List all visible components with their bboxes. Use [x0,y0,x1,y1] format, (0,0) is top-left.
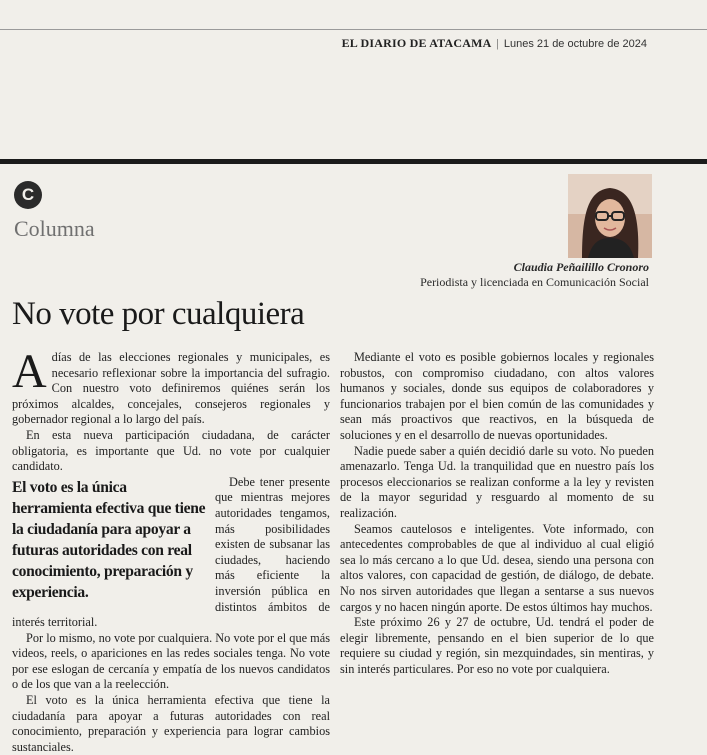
newspaper-name: EL DIARIO DE ATACAMA [341,36,492,50]
drop-cap: A [12,345,47,398]
pullquote: El voto es la única herramienta efectiva que tiene la ciudadanía para apoyar a futuras autoridades con real conocimiento, preparación y experiencia. [12,478,206,601]
masthead [342,36,647,51]
pullquote-block [12,475,330,631]
paragraph-7: Nadie puede saber a quién decidió darle su voto. No pueden amenazarlo. Tenga Ud. la tranquilidad que en nuestro país los procesos eleccionarios se realizan conforme a la ley y revisten de la mayor seguridad y resguardo al momento de su realización. [340,443,654,520]
author-avatar [568,174,652,258]
paragraph-5: El voto es la única herramienta efectiva que tiene la ciudadanía para apoyar a futuras autoridades con real conocimiento, preparación y experiencia para lograr cambios sustanciales. [12,693,330,754]
author-role: Periodista y licenciada en Comunicación Social [420,275,649,289]
paragraph-3: Debe tener presente que mientras mejores autoridades tengamos, más posibilidades existen de subsanar las ciudades, haciendo más eficiente la inversión pública en distintos ámbitos de interés territorial. [12,474,330,630]
top-divider [0,29,707,30]
paragraph-1: A días de las elecciones regionales y municipales, es necesario reflexionar sobre la importancia del sufragio. Con nuestro voto definiremos quiénes serán los próximos alcaldes, concejales, consejeros regionales y gobernador regional a lo largo del país. [12,345,330,427]
paragraph-9: Este próximo 26 y 27 de octubre, Ud. tendrá el poder de elegir libremente, pensando en el bien superior de lo que requiere su ciudad y región, sin mezquindades, sin mentiras, y sin interés particulares. Por eso no vote por cualquiera. [340,615,654,676]
section-label: Columna [14,216,95,241]
masthead-separator: | [496,36,499,50]
paragraph-2: En esta nueva participación ciudadana, de carácter obligatoria, es importante que Ud. no vote por cualquier candidato. [12,427,330,474]
article-headline: No vote por cualquiera [12,296,305,332]
paragraph-6: Mediante el voto es posible gobiernos locales y regionales robustos, con compromiso ciudadano, con altos valores humanos y sociales, donde sus equipos de colaboradores y funcionarios trabajen por el bien común de las comunidades y sean más proactivos que reactivos, en la búsqueda de soluciones y en el desarrollo de nuevas oportunidades. [340,350,654,442]
paragraph-8: Seamos cautelosos e inteligentes. Vote informado, con antecedentes comprobables de que al individuo al cual eligió sea lo más cercano a lo que Ud. desea, siendo una persona con altos valores, con capacidad de gestión, de diálogo, de debate. No nos sirven autoridades que llegan a sentarse a sus nuevos cargos y no hacen ningún aporte. De estos últimos hay muchos. [340,521,654,614]
paragraph-4: Por lo mismo, no vote por cualquiera. No vote por el que más videos, reels, o apariciones en las redes sociales tenga. No vote por ese eslogan de cercanía y empatía de los nuevos candidatos o de los que van a la reelección. [12,630,330,692]
publication-date: Lunes 21 de octubre de 2024 [503,38,647,50]
author-name: Claudia Peñailillo Cronoro [513,260,649,274]
article-column-1 [12,345,330,755]
author-portrait-icon [568,174,652,258]
section-rule [0,159,707,164]
column-badge-icon: C [14,181,42,209]
article-column-2 [340,350,654,677]
